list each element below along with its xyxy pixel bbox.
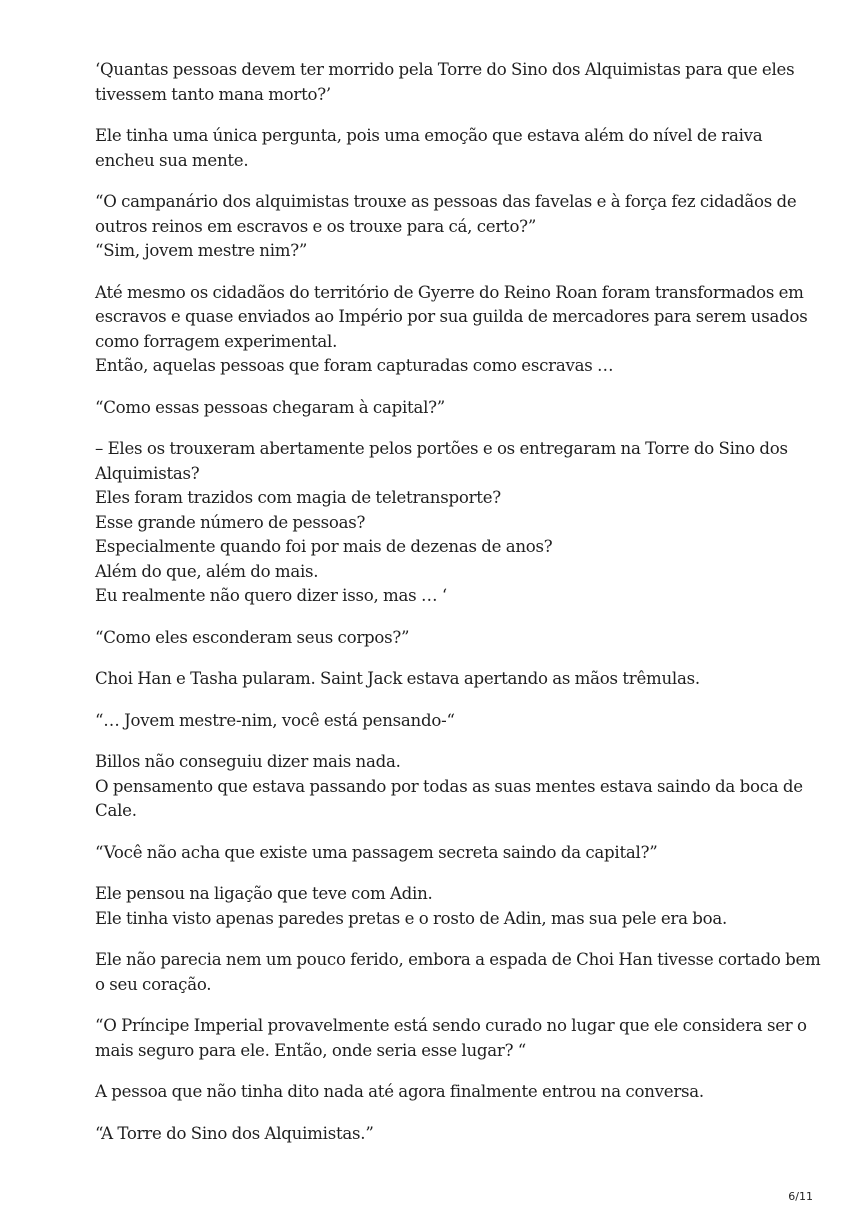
text-line: Cale. bbox=[95, 801, 137, 820]
paragraph bbox=[95, 1014, 807, 1063]
text-line: o seu coração. bbox=[95, 974, 212, 994]
text-line: “O Príncipe Imperial provavelmente está sendo curado no lugar que ele considera ser o bbox=[95, 1016, 807, 1035]
text-line: outros reinos em escravos e os trouxe para cá, certo?” bbox=[95, 216, 537, 236]
text-line: – Eles os trouxeram abertamente pelos portões e os entregaram na Torre do Sino dos bbox=[95, 439, 788, 458]
paragraph bbox=[95, 841, 795, 866]
text-line: Billos não conseguiu dizer mais nada. bbox=[95, 752, 401, 771]
text-line: Eu realmente não quero dizer isso, mas … ‘ bbox=[95, 586, 447, 605]
paragraph bbox=[95, 437, 795, 609]
text-line: como forragem experimental. bbox=[95, 331, 338, 351]
paragraph bbox=[95, 882, 795, 931]
paragraph bbox=[95, 750, 803, 824]
text-line: “Como essas pessoas chegaram à capital?” bbox=[95, 397, 446, 417]
text-line: “Sim, jovem mestre nim?” bbox=[95, 241, 308, 260]
text-line: “O campanário dos alquimistas trouxe as pessoas das favelas e à força fez cidadãos de bbox=[95, 192, 797, 211]
text-line: “Como eles esconderam seus corpos?” bbox=[95, 627, 410, 647]
paragraph bbox=[95, 948, 821, 997]
text-line: Então, aquelas pessoas que foram capturadas como escravas … bbox=[95, 356, 614, 375]
text-line: “Você não acha que existe uma passagem secreta saindo da capital?” bbox=[95, 842, 658, 862]
text-line: tivessem tanto mana morto?’ bbox=[95, 84, 331, 104]
text-line: mais seguro para ele. Então, onde seria esse lugar? “ bbox=[95, 1040, 527, 1060]
paragraph bbox=[95, 709, 795, 734]
paragraph bbox=[95, 190, 795, 264]
text-line: encheu sua mente. bbox=[95, 150, 249, 170]
text-line: Ele tinha visto apenas paredes pretas e o rosto de Adin, mas sua pele era boa. bbox=[95, 908, 728, 928]
paragraph bbox=[95, 1122, 795, 1147]
paragraph bbox=[95, 58, 795, 107]
text-line: escravos e quase enviados ao Império por sua guilda de mercadores para serem usados bbox=[95, 307, 808, 326]
paragraph bbox=[95, 626, 795, 651]
paragraph bbox=[95, 396, 795, 421]
page-number: 6/11 bbox=[788, 1190, 813, 1203]
text-line: ‘Quantas pessoas devem ter morrido pela Torre do Sino dos Alquimistas para que eles bbox=[95, 60, 795, 79]
text-line: Eles foram trazidos com magia de teletransporte? bbox=[95, 488, 501, 507]
text-line: Além do que, além do mais. bbox=[95, 561, 319, 581]
paragraph bbox=[95, 124, 795, 173]
text-line: Até mesmo os cidadãos do território de Gyerre do Reino Roan foram transformados em bbox=[95, 282, 804, 302]
text-line: Ele pensou na ligação que teve com Adin. bbox=[95, 884, 433, 903]
document-body bbox=[95, 58, 821, 1163]
text-line: “A Torre do Sino dos Alquimistas.” bbox=[95, 1123, 374, 1143]
paragraph bbox=[95, 667, 795, 692]
paragraph bbox=[95, 1080, 795, 1105]
text-line: A pessoa que não tinha dito nada até agora finalmente entrou na conversa. bbox=[95, 1082, 704, 1101]
text-line: Ele tinha uma única pergunta, pois uma emoção que estava além do nível de raiva bbox=[95, 126, 763, 145]
text-line: Choi Han e Tasha pularam. Saint Jack estava apertando as mãos trêmulas. bbox=[95, 669, 700, 688]
text-line: Especialmente quando foi por mais de dezenas de anos? bbox=[95, 537, 553, 556]
text-line: O pensamento que estava passando por todas as suas mentes estava saindo da boca de bbox=[95, 776, 803, 796]
paragraph bbox=[95, 281, 808, 379]
text-line: Esse grande número de pessoas? bbox=[95, 512, 366, 532]
text-line: “… Jovem mestre-nim, você está pensando-“ bbox=[95, 710, 455, 730]
text-line: Ele não parecia nem um pouco ferido, embora a espada de Choi Han tivesse cortado bem bbox=[95, 950, 821, 969]
text-line: Alquimistas? bbox=[95, 463, 200, 483]
